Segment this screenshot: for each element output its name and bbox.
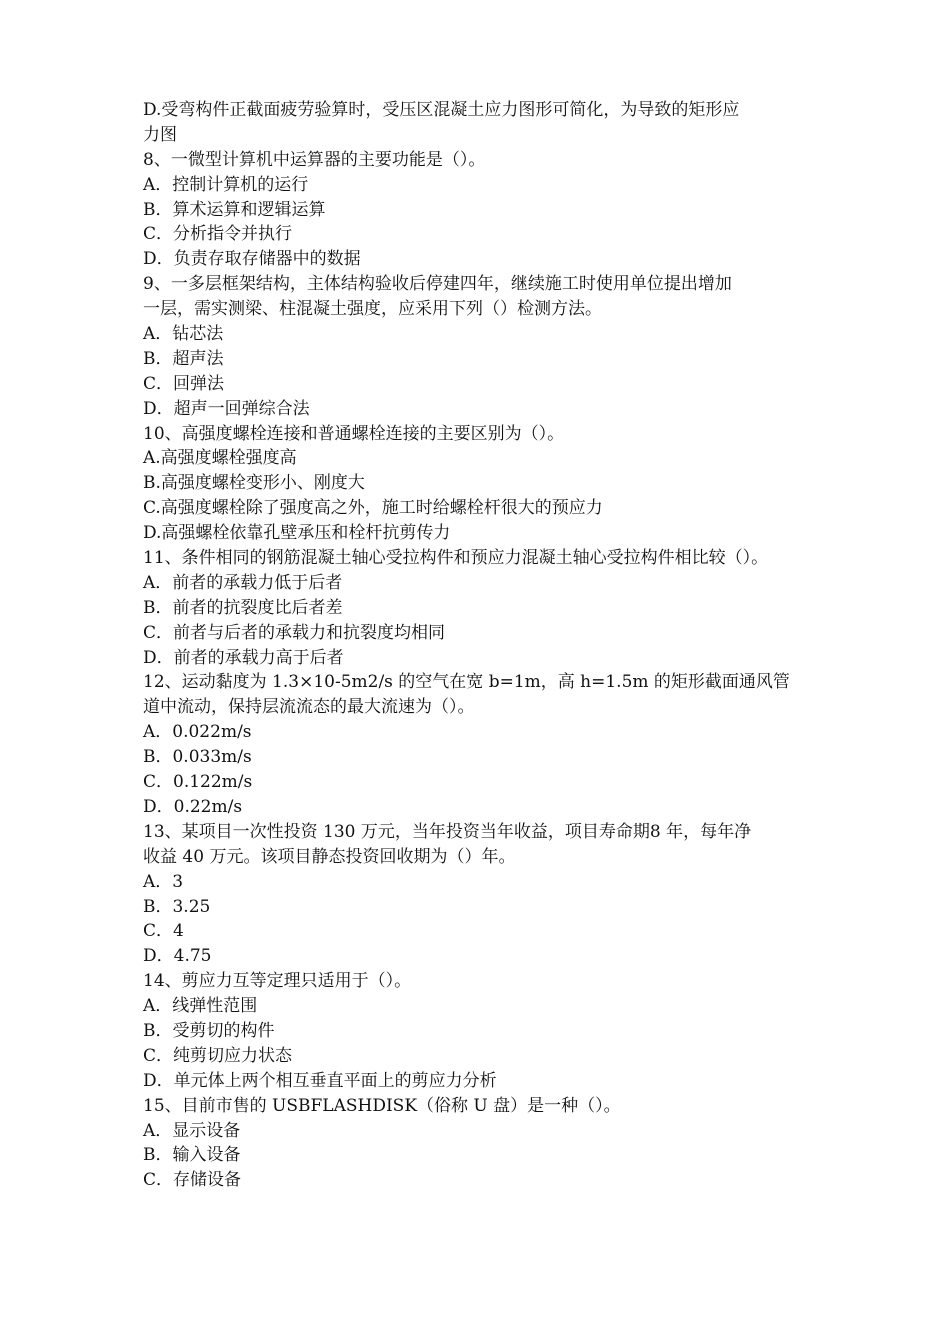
- option-c: C.高强度螺栓除了强度高之外，施工时给螺栓杆很大的预应力: [143, 498, 603, 519]
- option-d: D．0.22m/s: [143, 796, 243, 817]
- option-b: B.高强度螺栓变形小、刚度大: [143, 473, 365, 494]
- question-14: 14、剪应力互等定理只适用于（）。: [143, 971, 412, 992]
- option-b: B．受剪切的构件: [143, 1020, 275, 1041]
- option-b: B．前者的抗裂度比后者差: [143, 597, 343, 618]
- option-a: A．前者的承载力低于后者: [143, 572, 343, 593]
- question-9-cont: 一层，需实测梁、柱混凝土强度，应采用下列（）检测方法。: [143, 299, 602, 320]
- question-8: 8、一微型计算机中运算器的主要功能是（）。: [143, 149, 486, 170]
- option-a: A．0.022m/s: [143, 722, 252, 743]
- option-d: D.高强螺栓依靠孔壁承压和栓杆抗剪传力: [143, 523, 451, 544]
- option-d: D．单元体上两个相互垂直平面上的剪应力分析: [143, 1070, 497, 1091]
- option-a: A．3: [143, 871, 184, 892]
- option-b: B．超声法: [143, 348, 224, 369]
- option-d: D．前者的承载力高于后者: [143, 647, 344, 668]
- option-c: C．纯剪切应力状态: [143, 1045, 293, 1066]
- option-c: C．回弹法: [143, 373, 225, 394]
- question-9: 9、一多层框架结构，主体结构验收后停建四年，继续施工时使用单位提出增加: [143, 274, 732, 295]
- option-c: C．存储设备: [143, 1170, 242, 1191]
- text-line: 力图: [143, 124, 177, 145]
- question-13-cont: 收益 40 万元。该项目静态投资回收期为（）年。: [143, 846, 516, 867]
- question-12-cont: 道中流动，保持层流流态的最大流速为（）。: [143, 697, 475, 718]
- option-a: A.高强度螺栓强度高: [143, 448, 297, 469]
- question-12: 12、运动黏度为 1.3×10-5m2/s 的空气在宽 b=1m，高 h=1.5m 的矩形截面通风管: [143, 672, 790, 693]
- question-15: 15、目前市售的 USBFLASHDISK（俗称 U 盘）是一种（）。: [143, 1095, 621, 1116]
- option-d: D．4.75: [143, 946, 212, 967]
- option-a: A．显示设备: [143, 1120, 241, 1141]
- option-d: D．超声一回弹综合法: [143, 398, 310, 419]
- option-b: B．0.033m/s: [143, 747, 252, 768]
- option-c: C．分析指令并执行: [143, 224, 293, 245]
- document-page: [143, 98, 823, 1193]
- option-a: A．钻芯法: [143, 324, 224, 345]
- option-d: D．负责存取存储器中的数据: [143, 249, 361, 270]
- option-a: A．线弹性范围: [143, 996, 258, 1017]
- option-c: C．4: [143, 921, 184, 942]
- option-b: B．算术运算和逻辑运算: [143, 199, 326, 220]
- option-b: B．3.25: [143, 896, 211, 917]
- option-c: C．0.122m/s: [143, 772, 253, 793]
- option-a: A．控制计算机的运行: [143, 174, 309, 195]
- question-13: 13、某项目一次性投资 130 万元，当年投资当年收益，项目寿命期8 年，每年净: [143, 821, 752, 842]
- text-line: D.受弯构件正截面疲劳验算时，受压区混凝土应力图形可简化，为导致的矩形应: [143, 100, 740, 120]
- question-10: 10、高强度螺栓连接和普通螺栓连接的主要区别为（）。: [143, 423, 565, 444]
- question-11: 11、条件相同的钢筋混凝土轴心受拉构件和预应力混凝土轴心受拉构件相比较（）。: [143, 548, 769, 569]
- option-b: B．输入设备: [143, 1145, 241, 1166]
- option-c: C．前者与后者的承载力和抗裂度均相同: [143, 622, 446, 643]
